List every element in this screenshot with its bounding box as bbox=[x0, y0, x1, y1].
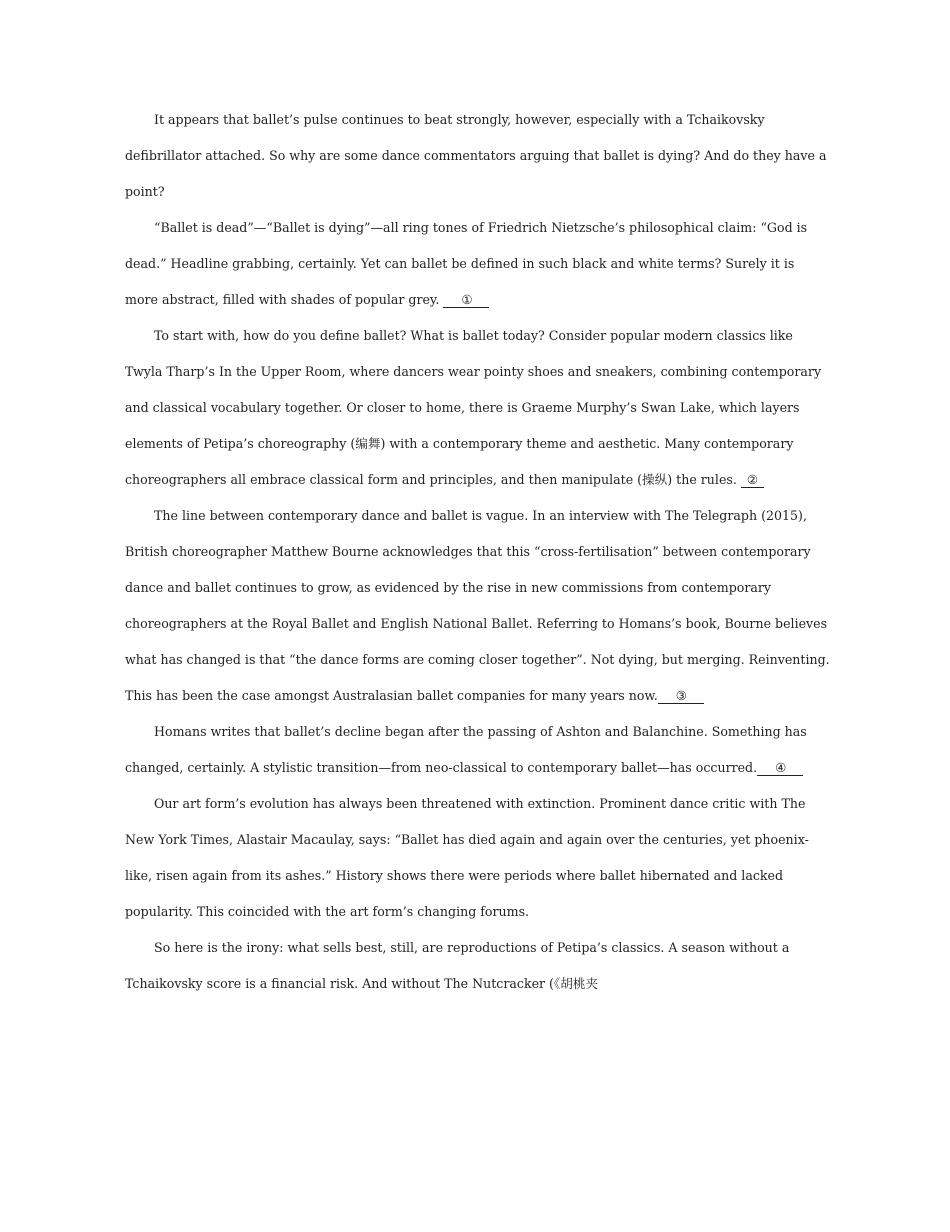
document-body bbox=[125, 102, 830, 1002]
blank-2: ② bbox=[741, 473, 764, 488]
paragraph-4 bbox=[125, 498, 830, 714]
paragraph-6 bbox=[125, 786, 830, 930]
paragraph-text: It appears that ballet’s pulse continues to beat strongly, however, especially with a Tchaikovsky defibrillator attached. So why are some dance commentators arguing that ballet is dying? And do they have a point? bbox=[125, 112, 827, 199]
paragraph-3 bbox=[125, 318, 830, 498]
blank-4: ④ bbox=[757, 761, 803, 776]
paragraph-1 bbox=[125, 102, 830, 210]
blank-1: ① bbox=[443, 293, 489, 308]
paragraph-text: “Ballet is dead”—“Ballet is dying”—all ring tones of Friedrich Nietzsche’s philosophical claim: “God is dead.” Headline grabbing, certainly. Yet can ballet be defined in such black and white terms? Surely it is more abstract, filled with shades of popular grey. bbox=[125, 220, 808, 307]
paragraph-5 bbox=[125, 714, 830, 786]
paragraph-text: So here is the irony: what sells best, still, are reproductions of Petipa’s classics. A season without a Tchaikovsky score is a financial risk. And without The Nutcracker (《胡桃夹 bbox=[125, 940, 790, 991]
blank-3: ③ bbox=[658, 689, 704, 704]
paragraph-text: The line between contemporary dance and ballet is vague. In an interview with The Telegraph (2015), British choreographer Matthew Bourne acknowledges that this “cross-fertilisation” between contemporary dance and ballet continues to grow, as evidenced by the rise in new commissions from contemporary choreographers at the Royal Ballet and English National Ballet. Referring to Homans’s book, Bourne believes what has changed is that “the dance forms are coming closer together”. Not dying, but merging. Reinventing. This has been the case amongst Australasian ballet companies for many years now. bbox=[125, 508, 830, 703]
paragraph-text: Our art form’s evolution has always been threatened with extinction. Prominent dance critic with The New York Times, Alastair Macaulay, says: “Ballet has died again and again over the centuries, yet phoenix-like, risen again from its ashes.” History shows there were periods where ballet hibernated and lacked popularity. This coincided with the art form’s changing forums. bbox=[125, 796, 809, 919]
paragraph-text: Homans writes that ballet’s decline began after the passing of Ashton and Balanchine. Something has changed, certainly. A stylistic transition—from neo-classical to contemporary ballet—has occurred. bbox=[125, 724, 807, 775]
paragraph-text: To start with, how do you define ballet? What is ballet today? Consider popular modern classics like Twyla Tharp’s In the Upper Room, where dancers wear pointy shoes and sneakers, combining contemporary and classical vocabulary together. Or closer to home, there is Graeme Murphy’s Swan Lake, which layers elements of Petipa’s choreography (编舞) with a contemporary theme and aesthetic. Many contemporary choreographers all embrace classical form and principles, and then manipulate (操纵) the rules. bbox=[125, 328, 822, 487]
paragraph-2 bbox=[125, 210, 830, 318]
paragraph-7 bbox=[125, 930, 830, 1002]
